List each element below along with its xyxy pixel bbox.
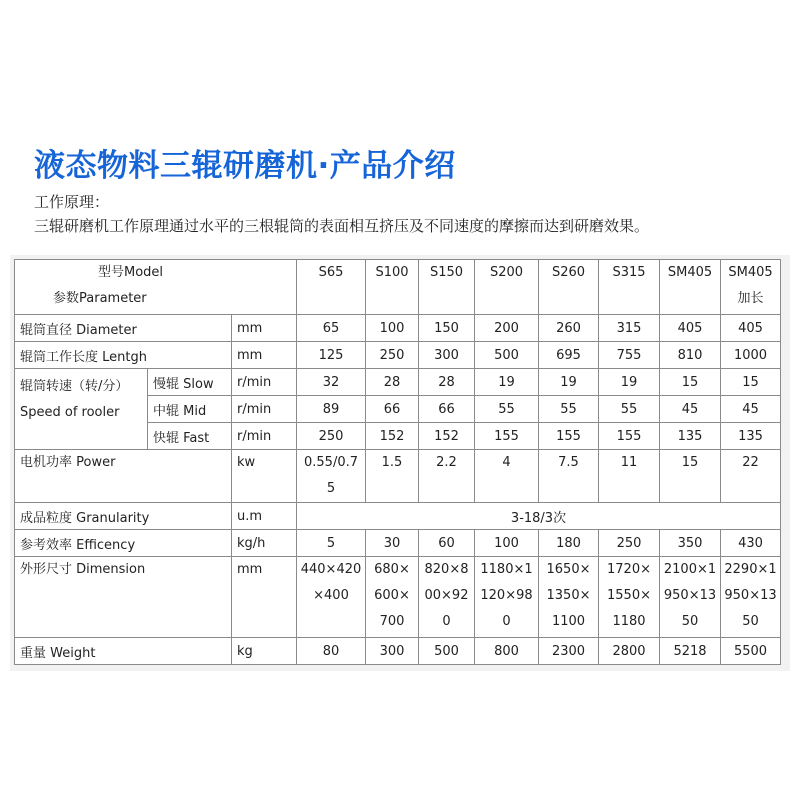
row-unit: r/min — [232, 423, 297, 450]
power-s65-line1: 0.55/0.7 — [304, 455, 358, 470]
row-unit: mm — [232, 557, 297, 638]
dimension-line: 1180×1 — [480, 562, 533, 577]
table-cell: 28 — [366, 369, 419, 396]
table-cell: 1000 — [721, 342, 781, 369]
table-cell: 22 — [721, 450, 781, 503]
table-cell: 55 — [475, 396, 539, 423]
row-label: 参考效率 Efficency — [15, 530, 232, 557]
power-s65-line2: 5 — [326, 481, 336, 496]
table-cell: 66 — [419, 396, 475, 423]
table-cell: 5500 — [721, 638, 781, 665]
table-cell: 152 — [419, 423, 475, 450]
table-cell: 800 — [475, 638, 539, 665]
speed-label-line1: 辊筒转速（转/分） — [20, 379, 129, 394]
table-cell: 250 — [366, 342, 419, 369]
table-cell: 32 — [297, 369, 366, 396]
table-cell: 1.5 — [366, 450, 419, 503]
dimension-line: 440×420 — [300, 562, 362, 577]
row-label: 辊筒直径 Diameter — [15, 315, 232, 342]
table-cell: 55 — [539, 396, 599, 423]
table-cell: 135 — [660, 423, 721, 450]
table-cell: 11 — [599, 450, 660, 503]
table-cell: 135 — [721, 423, 781, 450]
dimension-cell — [539, 557, 599, 638]
model-header-last-line2: 加长 — [737, 291, 764, 306]
row-sublabel: 快辊 Fast — [148, 423, 232, 450]
dimension-line: 1550× — [607, 588, 651, 603]
table-cell: 19 — [539, 369, 599, 396]
power-cell-s65 — [297, 450, 366, 503]
table-cell: 350 — [660, 530, 721, 557]
table-cell: 810 — [660, 342, 721, 369]
header-model-label: 型号Model — [98, 265, 164, 280]
table-cell: 45 — [721, 396, 781, 423]
row-label: 成品粒度 Granularity — [15, 503, 232, 530]
table-cell: 66 — [366, 396, 419, 423]
table-row — [15, 638, 781, 665]
table-cell: 5 — [297, 530, 366, 557]
table-cell: 315 — [599, 315, 660, 342]
table-row — [15, 342, 781, 369]
table-row — [15, 315, 781, 342]
table-cell: 15 — [660, 450, 721, 503]
table-cell: 60 — [419, 530, 475, 557]
dimension-line: 2100×1 — [663, 562, 717, 577]
table-cell: 19 — [599, 369, 660, 396]
table-cell: 89 — [297, 396, 366, 423]
table-row — [15, 450, 781, 503]
table-cell: 155 — [539, 423, 599, 450]
table-cell: 250 — [599, 530, 660, 557]
table-cell: 2300 — [539, 638, 599, 665]
dimension-line: 700 — [379, 614, 405, 629]
dimension-cell — [475, 557, 539, 638]
row-unit: mm — [232, 315, 297, 342]
table-cell: 28 — [419, 369, 475, 396]
row-unit: r/min — [232, 369, 297, 396]
table-cell: 15 — [660, 369, 721, 396]
dimension-cell — [366, 557, 419, 638]
dimension-line: 00×92 — [424, 588, 469, 603]
speed-label-line2: Speed of rooler — [20, 405, 120, 420]
dimension-line: 820×8 — [424, 562, 469, 577]
table-cell: 500 — [419, 638, 475, 665]
table-cell: 405 — [721, 315, 781, 342]
table-cell: 755 — [599, 342, 660, 369]
table-cell: 4 — [475, 450, 539, 503]
table-cell: 150 — [419, 315, 475, 342]
dimension-cell — [419, 557, 475, 638]
spec-table-container — [10, 255, 790, 671]
table-cell: 65 — [297, 315, 366, 342]
model-header: S200 — [475, 260, 539, 315]
dimension-line: 600× — [374, 588, 410, 603]
granularity-value: 3-18/3次 — [297, 503, 781, 530]
dimension-line: 50 — [742, 614, 759, 629]
dimension-line: 0 — [502, 614, 511, 629]
table-cell: 19 — [475, 369, 539, 396]
table-row — [15, 503, 781, 530]
row-unit: u.m — [232, 503, 297, 530]
dimension-cell — [297, 557, 366, 638]
dimension-line: 950×13 — [663, 588, 717, 603]
table-cell: 180 — [539, 530, 599, 557]
speed-row-label — [15, 369, 148, 450]
dimension-line: 680× — [374, 562, 410, 577]
table-cell: 2800 — [599, 638, 660, 665]
header-corner-cell — [15, 260, 297, 315]
table-cell: 152 — [366, 423, 419, 450]
row-label: 重量 Weight — [15, 638, 232, 665]
table-cell: 250 — [297, 423, 366, 450]
model-header-last — [721, 260, 781, 315]
table-cell: 15 — [721, 369, 781, 396]
principle-label: 工作原理： — [34, 193, 110, 211]
dimension-line: 1180 — [612, 614, 646, 629]
row-unit: kw — [232, 450, 297, 503]
table-cell: 5218 — [660, 638, 721, 665]
table-cell: 300 — [419, 342, 475, 369]
row-unit: r/min — [232, 396, 297, 423]
dimension-line: 950×13 — [724, 588, 777, 603]
row-unit: kg — [232, 638, 297, 665]
model-header: S100 — [366, 260, 419, 315]
table-row — [15, 369, 781, 396]
spec-table — [14, 259, 781, 665]
model-header: SM405 — [660, 260, 721, 315]
page-title: 液态物料三辊研磨机·产品介绍 — [34, 148, 456, 184]
row-sublabel: 慢辊 Slow — [148, 369, 232, 396]
row-unit: mm — [232, 342, 297, 369]
table-row — [15, 530, 781, 557]
dimension-line: 2290×1 — [724, 562, 777, 577]
dimension-cell — [599, 557, 660, 638]
table-cell: 7.5 — [539, 450, 599, 503]
row-label: 辊筒工作长度 Lentgh — [15, 342, 232, 369]
dimension-line: 1100 — [551, 614, 586, 629]
table-cell: 405 — [660, 315, 721, 342]
header-param-label: 参数Parameter — [53, 291, 147, 306]
dimension-line: 1650× — [546, 562, 591, 577]
row-sublabel: 中辊 Mid — [148, 396, 232, 423]
table-cell: 30 — [366, 530, 419, 557]
table-cell: 2.2 — [419, 450, 475, 503]
table-cell: 100 — [475, 530, 539, 557]
model-header: S65 — [297, 260, 366, 315]
table-cell: 200 — [475, 315, 539, 342]
table-cell: 155 — [599, 423, 660, 450]
table-cell: 155 — [475, 423, 539, 450]
table-cell: 695 — [539, 342, 599, 369]
model-header-last-line1: SM405 — [728, 265, 773, 280]
row-label: 外形尺寸 Dimension — [15, 557, 232, 638]
model-header: S150 — [419, 260, 475, 315]
table-cell: 80 — [297, 638, 366, 665]
dimension-line: 50 — [681, 614, 699, 629]
dimension-cell — [660, 557, 721, 638]
table-cell: 430 — [721, 530, 781, 557]
table-cell: 500 — [475, 342, 539, 369]
dimension-line: ×400 — [313, 588, 349, 603]
table-header-row — [15, 260, 781, 315]
principle-text: 三辊研磨机工作原理通过水平的三根辊筒的表面相互挤压及不同速度的摩擦而达到研磨效果。 — [34, 217, 650, 235]
row-label: 电机功率 Power — [15, 450, 232, 503]
table-cell: 260 — [539, 315, 599, 342]
dimension-line: 0 — [442, 614, 451, 629]
table-cell: 45 — [660, 396, 721, 423]
dimension-cell — [721, 557, 781, 638]
dimension-line: 1350× — [546, 588, 591, 603]
table-cell: 100 — [366, 315, 419, 342]
model-header: S315 — [599, 260, 660, 315]
row-unit: kg/h — [232, 530, 297, 557]
dimension-line: 1720× — [607, 562, 651, 577]
model-header: S260 — [539, 260, 599, 315]
table-cell: 55 — [599, 396, 660, 423]
dimension-line: 120×98 — [480, 588, 533, 603]
table-cell: 300 — [366, 638, 419, 665]
table-row — [15, 557, 781, 638]
table-cell: 125 — [297, 342, 366, 369]
